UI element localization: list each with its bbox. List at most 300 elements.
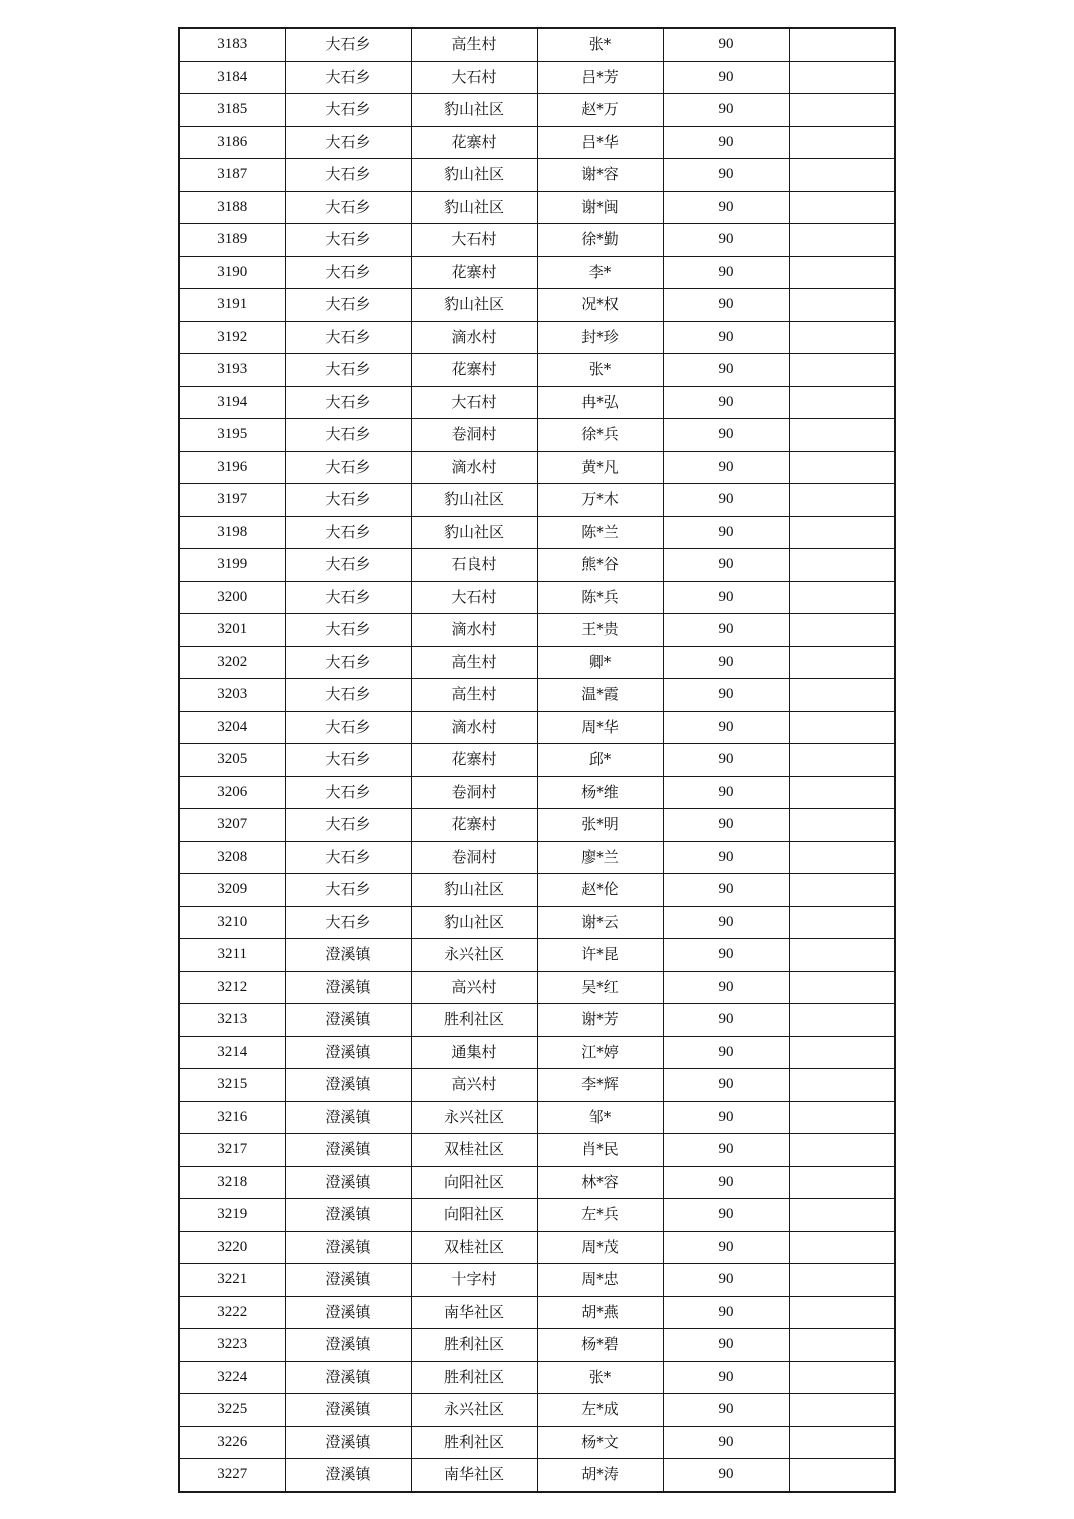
cell-serial-number: 3215 [179,1069,285,1102]
cell-person-name: 赵*万 [537,94,663,127]
cell-person-name: 谢*云 [537,906,663,939]
cell-village: 永兴社区 [411,1394,537,1427]
cell-amount: 90 [663,256,789,289]
cell-person-name: 熊*谷 [537,549,663,582]
cell-person-name: 李* [537,256,663,289]
cell-village: 豹山社区 [411,906,537,939]
cell-township: 澄溪镇 [285,1426,411,1459]
cell-person-name: 陈*兵 [537,581,663,614]
cell-township: 大石乡 [285,289,411,322]
cell-township: 大石乡 [285,256,411,289]
cell-township: 大石乡 [285,581,411,614]
cell-remark [789,1394,895,1427]
cell-remark [789,94,895,127]
table-row [179,776,895,809]
cell-amount: 90 [663,1329,789,1362]
cell-village: 南华社区 [411,1296,537,1329]
cell-township: 澄溪镇 [285,1264,411,1297]
cell-person-name: 周*忠 [537,1264,663,1297]
cell-serial-number: 3189 [179,224,285,257]
cell-remark [789,1426,895,1459]
cell-remark [789,776,895,809]
cell-serial-number: 3224 [179,1361,285,1394]
table-row [179,159,895,192]
table-row [179,256,895,289]
cell-village: 滴水村 [411,614,537,647]
cell-village: 豹山社区 [411,516,537,549]
cell-amount: 90 [663,321,789,354]
cell-amount: 90 [663,679,789,712]
cell-person-name: 李*辉 [537,1069,663,1102]
cell-person-name: 林*容 [537,1166,663,1199]
cell-remark [789,386,895,419]
table-row [179,386,895,419]
cell-remark [789,1264,895,1297]
cell-remark [789,484,895,517]
cell-amount: 90 [663,61,789,94]
cell-amount: 90 [663,614,789,647]
cell-village: 南华社区 [411,1459,537,1492]
cell-remark [789,1101,895,1134]
cell-township: 大石乡 [285,841,411,874]
cell-remark [789,1166,895,1199]
cell-amount: 90 [663,1459,789,1492]
cell-amount: 90 [663,646,789,679]
cell-township: 澄溪镇 [285,939,411,972]
cell-serial-number: 3202 [179,646,285,679]
cell-village: 花寨村 [411,809,537,842]
cell-remark [789,451,895,484]
cell-remark [789,906,895,939]
cell-serial-number: 3205 [179,744,285,777]
cell-remark [789,679,895,712]
cell-village: 滴水村 [411,321,537,354]
cell-township: 澄溪镇 [285,1036,411,1069]
cell-serial-number: 3206 [179,776,285,809]
cell-amount: 90 [663,1264,789,1297]
cell-amount: 90 [663,744,789,777]
cell-serial-number: 3213 [179,1004,285,1037]
cell-remark [789,1069,895,1102]
cell-township: 大石乡 [285,159,411,192]
table-row [179,1101,895,1134]
cell-person-name: 邹* [537,1101,663,1134]
cell-amount: 90 [663,224,789,257]
cell-remark [789,1199,895,1232]
cell-amount: 90 [663,386,789,419]
cell-remark [789,61,895,94]
cell-amount: 90 [663,1101,789,1134]
cell-remark [789,1134,895,1167]
cell-village: 永兴社区 [411,939,537,972]
cell-township: 大石乡 [285,451,411,484]
cell-serial-number: 3214 [179,1036,285,1069]
cell-serial-number: 3201 [179,614,285,647]
table-row [179,614,895,647]
table-row [179,1199,895,1232]
table-row [179,224,895,257]
cell-serial-number: 3225 [179,1394,285,1427]
table-row [179,1394,895,1427]
cell-village: 豹山社区 [411,874,537,907]
cell-village: 石良村 [411,549,537,582]
cell-serial-number: 3194 [179,386,285,419]
cell-amount: 90 [663,419,789,452]
cell-township: 澄溪镇 [285,1296,411,1329]
cell-person-name: 王*贵 [537,614,663,647]
cell-serial-number: 3220 [179,1231,285,1264]
cell-remark [789,1296,895,1329]
table-row [179,744,895,777]
cell-person-name: 张* [537,354,663,387]
cell-township: 大石乡 [285,549,411,582]
cell-serial-number: 3195 [179,419,285,452]
cell-township: 大石乡 [285,126,411,159]
cell-township: 澄溪镇 [285,1329,411,1362]
cell-person-name: 张* [537,1361,663,1394]
cell-township: 大石乡 [285,516,411,549]
cell-serial-number: 3226 [179,1426,285,1459]
cell-village: 高兴村 [411,971,537,1004]
cell-township: 大石乡 [285,906,411,939]
table-row [179,516,895,549]
table-row [179,906,895,939]
cell-village: 豹山社区 [411,159,537,192]
cell-township: 大石乡 [285,711,411,744]
cell-remark [789,28,895,61]
cell-township: 大石乡 [285,484,411,517]
cell-township: 澄溪镇 [285,971,411,1004]
cell-person-name: 张* [537,28,663,61]
cell-person-name: 万*木 [537,484,663,517]
cell-township: 大石乡 [285,776,411,809]
cell-serial-number: 3210 [179,906,285,939]
table-row [179,841,895,874]
cell-amount: 90 [663,289,789,322]
cell-township: 澄溪镇 [285,1004,411,1037]
cell-township: 澄溪镇 [285,1101,411,1134]
cell-person-name: 杨*维 [537,776,663,809]
table-row [179,1166,895,1199]
cell-amount: 90 [663,939,789,972]
cell-village: 双桂社区 [411,1231,537,1264]
cell-remark [789,971,895,1004]
cell-person-name: 陈*兰 [537,516,663,549]
cell-remark [789,224,895,257]
cell-remark [789,1361,895,1394]
cell-serial-number: 3193 [179,354,285,387]
cell-person-name: 谢*闽 [537,191,663,224]
cell-amount: 90 [663,1004,789,1037]
cell-amount: 90 [663,711,789,744]
cell-amount: 90 [663,1394,789,1427]
cell-serial-number: 3212 [179,971,285,1004]
cell-serial-number: 3191 [179,289,285,322]
table-row [179,1329,895,1362]
cell-person-name: 胡*涛 [537,1459,663,1492]
cell-person-name: 左*成 [537,1394,663,1427]
cell-township: 大石乡 [285,61,411,94]
cell-village: 大石村 [411,386,537,419]
table-row [179,126,895,159]
cell-person-name: 胡*燕 [537,1296,663,1329]
cell-serial-number: 3185 [179,94,285,127]
cell-serial-number: 3222 [179,1296,285,1329]
table-row [179,1361,895,1394]
cell-remark [789,711,895,744]
cell-village: 豹山社区 [411,484,537,517]
cell-township: 澄溪镇 [285,1459,411,1492]
cell-serial-number: 3184 [179,61,285,94]
cell-person-name: 冉*弘 [537,386,663,419]
cell-remark [789,1329,895,1362]
table-row [179,191,895,224]
cell-township: 大石乡 [285,419,411,452]
cell-village: 滴水村 [411,451,537,484]
cell-serial-number: 3188 [179,191,285,224]
table-row [179,1231,895,1264]
cell-remark [789,256,895,289]
table-row [179,94,895,127]
cell-remark [789,1036,895,1069]
cell-township: 大石乡 [285,224,411,257]
cell-amount: 90 [663,1069,789,1102]
cell-person-name: 封*珍 [537,321,663,354]
cell-remark [789,419,895,452]
table-row [179,28,895,61]
cell-serial-number: 3221 [179,1264,285,1297]
cell-village: 花寨村 [411,744,537,777]
cell-person-name: 吕*芳 [537,61,663,94]
cell-person-name: 邱* [537,744,663,777]
cell-serial-number: 3209 [179,874,285,907]
cell-township: 大石乡 [285,874,411,907]
cell-person-name: 徐*兵 [537,419,663,452]
cell-township: 大石乡 [285,646,411,679]
cell-remark [789,1231,895,1264]
cell-serial-number: 3190 [179,256,285,289]
cell-village: 豹山社区 [411,94,537,127]
cell-village: 胜利社区 [411,1329,537,1362]
cell-remark [789,646,895,679]
cell-village: 豹山社区 [411,191,537,224]
cell-person-name: 肖*民 [537,1134,663,1167]
table-row [179,711,895,744]
cell-person-name: 周*华 [537,711,663,744]
cell-village: 向阳社区 [411,1199,537,1232]
cell-village: 卷洞村 [411,841,537,874]
cell-amount: 90 [663,28,789,61]
cell-remark [789,939,895,972]
table-row [179,581,895,614]
cell-person-name: 谢*芳 [537,1004,663,1037]
cell-village: 双桂社区 [411,1134,537,1167]
cell-person-name: 杨*碧 [537,1329,663,1362]
cell-remark [789,191,895,224]
cell-serial-number: 3186 [179,126,285,159]
cell-village: 永兴社区 [411,1101,537,1134]
cell-village: 豹山社区 [411,289,537,322]
table-row [179,679,895,712]
cell-village: 花寨村 [411,126,537,159]
cell-remark [789,289,895,322]
table-row [179,1036,895,1069]
cell-remark [789,841,895,874]
table-row [179,484,895,517]
table-body [179,28,895,1492]
cell-person-name: 廖*兰 [537,841,663,874]
cell-village: 十字村 [411,1264,537,1297]
cell-township: 澄溪镇 [285,1199,411,1232]
cell-remark [789,516,895,549]
cell-serial-number: 3223 [179,1329,285,1362]
cell-township: 大石乡 [285,386,411,419]
table-row [179,1426,895,1459]
cell-amount: 90 [663,1296,789,1329]
cell-person-name: 江*婷 [537,1036,663,1069]
table-row [179,419,895,452]
cell-village: 花寨村 [411,354,537,387]
cell-township: 澄溪镇 [285,1361,411,1394]
cell-amount: 90 [663,354,789,387]
cell-amount: 90 [663,1199,789,1232]
cell-remark [789,809,895,842]
cell-person-name: 徐*勤 [537,224,663,257]
cell-amount: 90 [663,549,789,582]
cell-township: 大石乡 [285,191,411,224]
cell-person-name: 吴*红 [537,971,663,1004]
cell-remark [789,549,895,582]
cell-amount: 90 [663,1231,789,1264]
cell-remark [789,1459,895,1492]
cell-person-name: 况*权 [537,289,663,322]
cell-village: 高生村 [411,646,537,679]
cell-serial-number: 3200 [179,581,285,614]
cell-amount: 90 [663,906,789,939]
cell-remark [789,126,895,159]
cell-amount: 90 [663,809,789,842]
table-row [179,289,895,322]
cell-township: 澄溪镇 [285,1134,411,1167]
cell-amount: 90 [663,971,789,1004]
cell-person-name: 杨*文 [537,1426,663,1459]
cell-serial-number: 3211 [179,939,285,972]
cell-serial-number: 3198 [179,516,285,549]
cell-remark [789,874,895,907]
cell-township: 澄溪镇 [285,1069,411,1102]
cell-township: 大石乡 [285,744,411,777]
cell-person-name: 黄*凡 [537,451,663,484]
table-row [179,1004,895,1037]
table-row [179,549,895,582]
cell-township: 澄溪镇 [285,1394,411,1427]
cell-village: 花寨村 [411,256,537,289]
cell-person-name: 左*兵 [537,1199,663,1232]
cell-amount: 90 [663,1036,789,1069]
table-row [179,1296,895,1329]
beneficiary-table [178,27,896,1493]
cell-serial-number: 3216 [179,1101,285,1134]
cell-person-name: 谢*容 [537,159,663,192]
cell-village: 高生村 [411,679,537,712]
cell-serial-number: 3192 [179,321,285,354]
cell-person-name: 许*昆 [537,939,663,972]
cell-township: 大石乡 [285,614,411,647]
cell-serial-number: 3207 [179,809,285,842]
cell-person-name: 吕*华 [537,126,663,159]
cell-township: 大石乡 [285,94,411,127]
cell-village: 通集村 [411,1036,537,1069]
cell-township: 澄溪镇 [285,1231,411,1264]
cell-remark [789,581,895,614]
cell-amount: 90 [663,1361,789,1394]
cell-remark [789,744,895,777]
cell-amount: 90 [663,126,789,159]
cell-amount: 90 [663,516,789,549]
cell-person-name: 周*茂 [537,1231,663,1264]
cell-serial-number: 3217 [179,1134,285,1167]
cell-village: 卷洞村 [411,776,537,809]
cell-person-name: 卿* [537,646,663,679]
cell-amount: 90 [663,776,789,809]
cell-person-name: 赵*伦 [537,874,663,907]
cell-amount: 90 [663,484,789,517]
cell-village: 胜利社区 [411,1426,537,1459]
cell-serial-number: 3199 [179,549,285,582]
cell-serial-number: 3204 [179,711,285,744]
table-row [179,874,895,907]
cell-serial-number: 3183 [179,28,285,61]
cell-amount: 90 [663,191,789,224]
cell-serial-number: 3219 [179,1199,285,1232]
table-row [179,809,895,842]
cell-serial-number: 3197 [179,484,285,517]
cell-village: 向阳社区 [411,1166,537,1199]
cell-amount: 90 [663,841,789,874]
cell-remark [789,159,895,192]
cell-remark [789,354,895,387]
cell-remark [789,1004,895,1037]
cell-township: 大石乡 [285,809,411,842]
table-row [179,451,895,484]
cell-serial-number: 3203 [179,679,285,712]
cell-amount: 90 [663,1426,789,1459]
cell-amount: 90 [663,581,789,614]
cell-serial-number: 3196 [179,451,285,484]
cell-amount: 90 [663,159,789,192]
cell-serial-number: 3208 [179,841,285,874]
cell-village: 卷洞村 [411,419,537,452]
cell-serial-number: 3218 [179,1166,285,1199]
table-row [179,1459,895,1492]
cell-amount: 90 [663,1166,789,1199]
cell-amount: 90 [663,451,789,484]
table-row [179,321,895,354]
table-row [179,646,895,679]
table-row [179,1264,895,1297]
cell-amount: 90 [663,94,789,127]
cell-person-name: 张*明 [537,809,663,842]
cell-township: 大石乡 [285,679,411,712]
cell-village: 大石村 [411,61,537,94]
cell-township: 大石乡 [285,354,411,387]
cell-remark [789,321,895,354]
cell-village: 胜利社区 [411,1361,537,1394]
cell-village: 滴水村 [411,711,537,744]
cell-township: 大石乡 [285,28,411,61]
cell-remark [789,614,895,647]
table-row [179,971,895,1004]
